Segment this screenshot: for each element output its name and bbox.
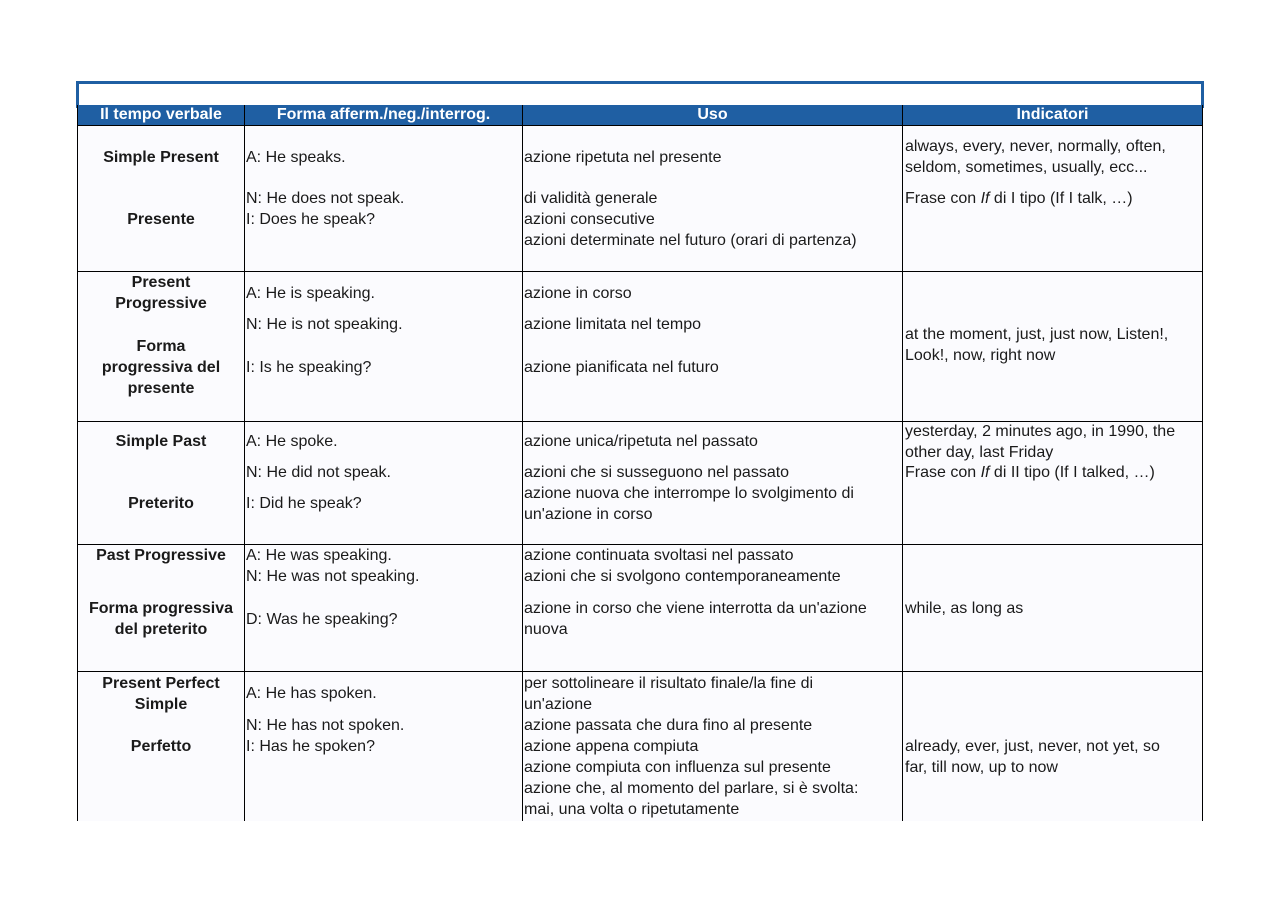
use-item: azione in corso che viene interrotta da un'azione <box>524 600 867 617</box>
table-title-bar <box>76 81 1204 108</box>
tense-name: Present <box>131 274 191 291</box>
use-item: un'azione <box>524 696 592 713</box>
indicator-line: other day, last Friday <box>905 444 1054 461</box>
use-item: un'azione in corso <box>524 506 653 523</box>
form-interrogative: I: Did he speak? <box>246 495 362 512</box>
form-affirmative: A: He was speaking. <box>246 547 392 564</box>
use-item: azioni che si svolgono contemporaneamente <box>524 568 841 585</box>
use-item: di validità generale <box>524 190 658 207</box>
column-divider <box>522 105 523 821</box>
use-item: nuova <box>524 621 568 638</box>
tense-name-italian: Presente <box>127 211 195 228</box>
form-affirmative: A: He has spoken. <box>246 685 377 702</box>
indicator-if-clause <box>905 462 1155 483</box>
use-item: azione che, al momento del parlare, si è svolta: <box>524 780 859 797</box>
tense-name: Simple <box>134 696 188 713</box>
form-affirmative: A: He spoke. <box>246 433 338 450</box>
use-item: azioni che si susseguono nel passato <box>524 464 790 481</box>
if-suffix: di II tipo (If I talked, …) <box>989 464 1155 481</box>
if-keyword: If <box>980 190 990 207</box>
form-negative: N: He does not speak. <box>246 190 405 207</box>
use-item: azione continuata svoltasi nel passato <box>524 547 794 564</box>
use-item: per sottolineare il risultato finale/la fine di <box>524 675 814 692</box>
header-indicators: Indicatori <box>903 105 1202 125</box>
form-interrogative: I: Has he spoken? <box>246 738 375 755</box>
tense-name-italian: Perfetto <box>130 738 192 755</box>
form-interrogative: I: Is he speaking? <box>246 359 372 376</box>
use-item: azione unica/ripetuta nel passato <box>524 433 758 450</box>
use-item: azione nuova che interrompe lo svolgimento di <box>524 485 854 502</box>
indicator-if-clause <box>905 188 1133 209</box>
indicator-line: always, every, never, normally, often, <box>905 138 1166 155</box>
verb-tense-table <box>77 105 1203 821</box>
indicator-line: while, as long as <box>905 600 1024 617</box>
if-prefix: Frase con <box>905 464 981 481</box>
header-uses: Uso <box>523 105 902 125</box>
tense-name: Past Progressive <box>96 547 226 564</box>
form-interrogative: D: Was he speaking? <box>246 611 398 628</box>
form-affirmative: A: He speaks. <box>246 149 346 166</box>
column-divider <box>244 105 245 821</box>
indicator-line: at the moment, just, just now, Listen!, <box>905 326 1169 343</box>
use-item: azioni determinate nel futuro (orari di partenza) <box>524 232 857 249</box>
tense-name: Progressive <box>115 295 207 312</box>
tense-name-italian: Forma <box>136 338 186 355</box>
use-item: mai, una volta o ripetutamente <box>524 801 740 818</box>
if-prefix: Frase con <box>905 190 981 207</box>
form-negative: N: He did not speak. <box>246 464 391 481</box>
tense-name: Present Perfect <box>102 675 220 692</box>
indicator-line: Look!, now, right now <box>905 347 1056 364</box>
form-affirmative: A: He is speaking. <box>246 285 375 302</box>
header-tense: Il tempo verbale <box>78 105 244 125</box>
use-item: azione pianificata nel futuro <box>524 359 719 376</box>
form-interrogative: I: Does he speak? <box>246 211 375 228</box>
column-divider <box>902 105 903 821</box>
use-item: azione limitata nel tempo <box>524 316 701 333</box>
form-negative: N: He was not speaking. <box>246 568 420 585</box>
use-item: azione ripetuta nel presente <box>524 149 722 166</box>
header-forms: Forma afferm./neg./interrog. <box>245 105 522 125</box>
use-item: azioni consecutive <box>524 211 655 228</box>
form-negative: N: He is not speaking. <box>246 316 403 333</box>
tense-name-italian: progressiva del <box>101 359 221 376</box>
tense-name: Simple Past <box>115 433 207 450</box>
if-suffix: di I tipo (If I talk, …) <box>989 190 1133 207</box>
if-keyword: If <box>980 464 990 481</box>
use-item: azione in corso <box>524 285 632 302</box>
header-divider <box>78 125 1202 126</box>
indicator-line: yesterday, 2 minutes ago, in 1990, the <box>905 423 1176 440</box>
tense-name: Simple Present <box>103 149 219 166</box>
use-item: azione appena compiuta <box>524 738 699 755</box>
tense-name-italian: Preterito <box>128 495 194 512</box>
tense-name-italian: Forma progressiva <box>88 600 234 617</box>
indicator-line: already, ever, just, never, not yet, so <box>905 738 1160 755</box>
indicator-line: far, till now, up to now <box>905 759 1058 776</box>
use-item: azione compiuta con influenza sul presente <box>524 759 831 776</box>
tense-name-italian: presente <box>127 380 195 397</box>
tense-name-italian: del preterito <box>114 621 208 638</box>
indicator-line: seldom, sometimes, usually, ecc... <box>905 159 1148 176</box>
use-item: azione passata che dura fino al presente <box>524 717 813 734</box>
form-negative: N: He has not spoken. <box>246 717 405 734</box>
row-divider <box>78 271 1202 272</box>
row-divider <box>78 671 1202 672</box>
